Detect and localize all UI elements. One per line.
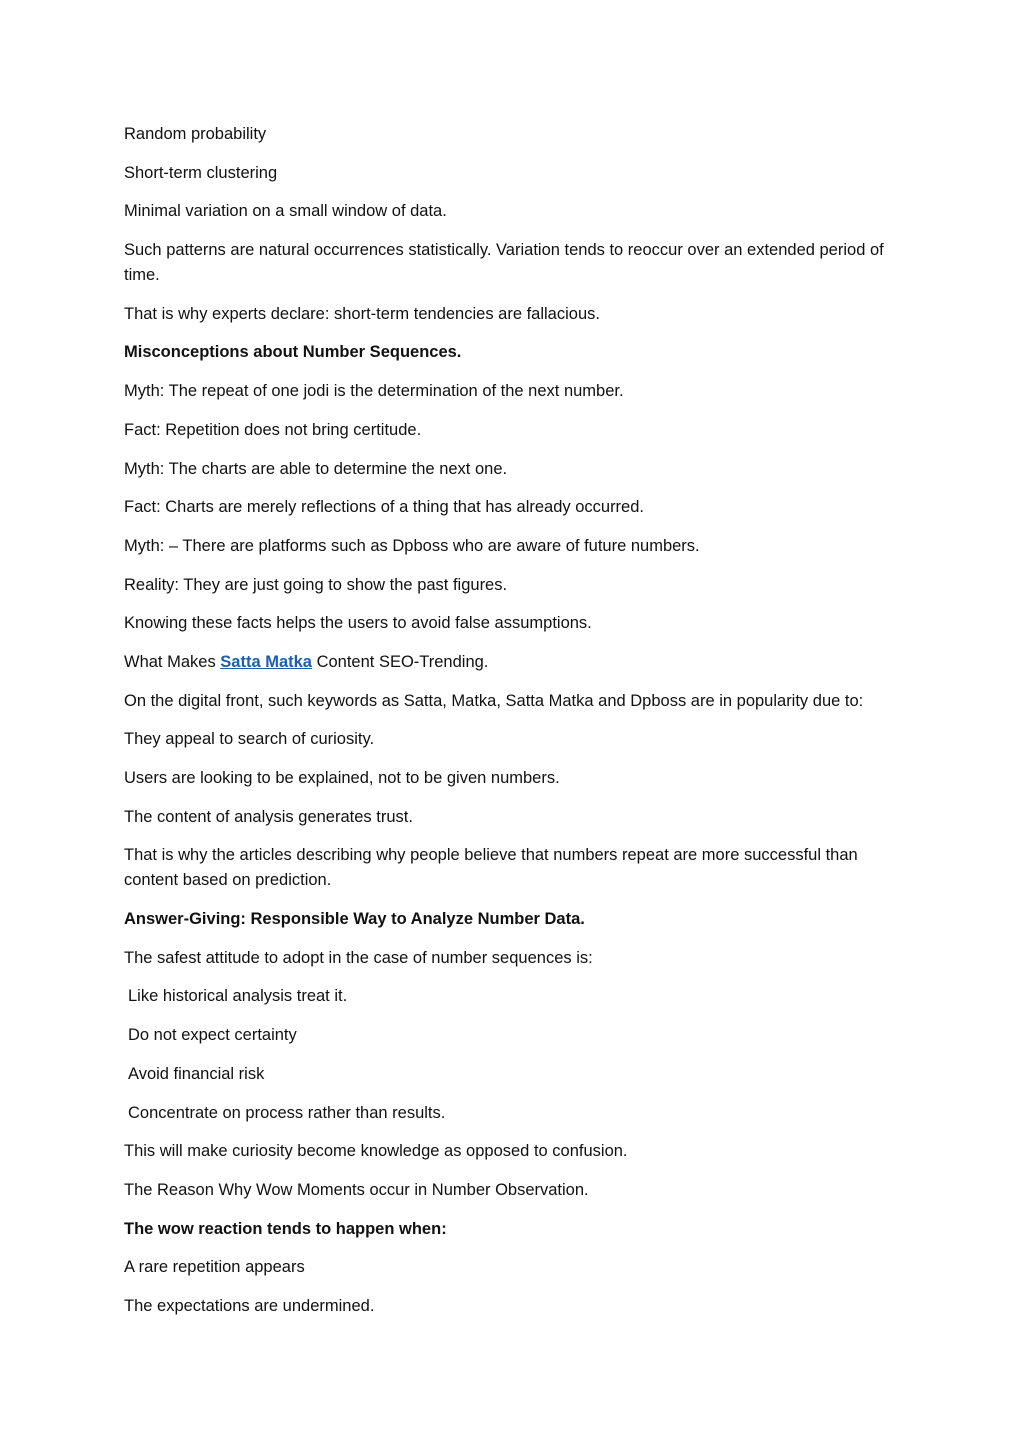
list-item: Avoid financial risk bbox=[128, 1064, 265, 1083]
list-item: Like historical analysis treat it. bbox=[128, 987, 348, 1006]
paragraph: The Reason Why Wow Moments occur in Number Observation. bbox=[124, 1180, 589, 1199]
document-page bbox=[124, 122, 914, 1333]
link-paragraph bbox=[124, 650, 914, 675]
section-heading: The wow reaction tends to happen when: bbox=[124, 1219, 447, 1238]
paragraph: Reality: They are just going to show the past figures. bbox=[124, 575, 508, 594]
paragraph: Knowing these facts helps the users to avoid false assumptions. bbox=[124, 614, 592, 633]
satta-matka-link[interactable]: Satta Matka bbox=[220, 652, 312, 671]
paragraph: The content of analysis generates trust. bbox=[124, 807, 413, 826]
paragraph: This will make curiosity become knowledge as opposed to confusion. bbox=[124, 1142, 628, 1161]
paragraph: On the digital front, such keywords as Satta, Matka, Satta Matka and Dpboss are in popularity due to: bbox=[124, 691, 864, 710]
paragraph: They appeal to search of curiosity. bbox=[124, 730, 375, 749]
paragraph: The expectations are undermined. bbox=[124, 1296, 375, 1315]
list-item: Do not expect certainty bbox=[128, 1026, 297, 1045]
paragraph: Myth: The charts are able to determine the next one. bbox=[124, 459, 508, 478]
text: What Makes bbox=[124, 652, 221, 671]
section-heading: Answer-Giving: Responsible Way to Analyze Number Data. bbox=[124, 910, 585, 929]
section-heading: Misconceptions about Number Sequences. bbox=[124, 343, 462, 362]
paragraph: Fact: Repetition does not bring certitude. bbox=[124, 420, 422, 439]
paragraph: That is why the articles describing why people believe that numbers repeat are more successful than content based on prediction. bbox=[124, 846, 858, 890]
paragraph: Myth: The repeat of one jodi is the determination of the next number. bbox=[124, 382, 624, 401]
paragraph: Myth: – There are platforms such as Dpboss who are aware of future numbers. bbox=[124, 536, 700, 555]
text: Content SEO-Trending. bbox=[311, 652, 489, 671]
paragraph: A rare repetition appears bbox=[124, 1258, 305, 1277]
paragraph: That is why experts declare: short-term tendencies are fallacious. bbox=[124, 304, 600, 323]
list-item: Concentrate on process rather than results. bbox=[128, 1103, 446, 1122]
paragraph: Short-term clustering bbox=[124, 163, 278, 182]
paragraph: Random probability bbox=[124, 125, 267, 143]
paragraph: Users are looking to be explained, not to be given numbers. bbox=[124, 769, 560, 787]
paragraph: Minimal variation on a small window of data. bbox=[124, 202, 447, 221]
paragraph: Fact: Charts are merely reflections of a thing that has already occurred. bbox=[124, 498, 644, 517]
paragraph: Such patterns are natural occurrences statistically. Variation tends to reoccur over an extended period of time. bbox=[124, 241, 884, 285]
paragraph: The safest attitude to adopt in the case of number sequences is: bbox=[124, 948, 593, 967]
